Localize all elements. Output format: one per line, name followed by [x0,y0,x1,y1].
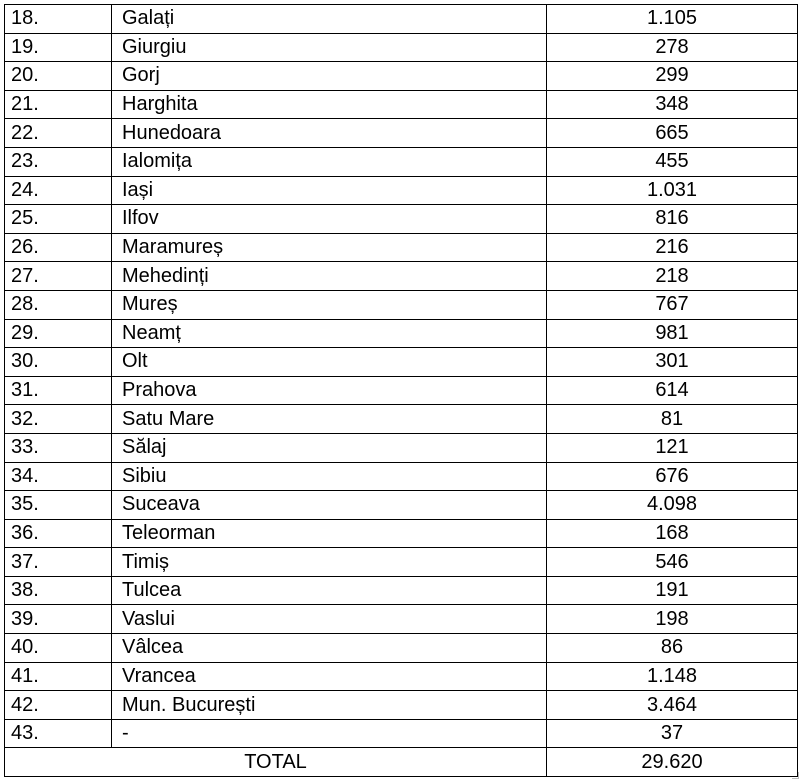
county-name-cell: Olt [112,348,547,377]
county-name-cell: Hunedoara [112,119,547,148]
county-name-cell: Mehedinți [112,262,547,291]
county-name-cell: Sălaj [112,433,547,462]
table-row [5,405,798,434]
row-number-cell: 19. [5,33,112,62]
county-name-cell: Teleorman [112,519,547,548]
row-number-cell: 20. [5,62,112,91]
table-row [5,462,798,491]
value-cell: 168 [547,519,798,548]
row-number-cell: 35. [5,491,112,520]
table-row [5,376,798,405]
table-row [5,605,798,634]
value-cell: 816 [547,205,798,234]
county-name-cell: Satu Mare [112,405,547,434]
row-number-cell: 38. [5,576,112,605]
row-number-cell: 31. [5,376,112,405]
table-row [5,5,798,34]
value-cell: 86 [547,634,798,663]
value-cell: 1.105 [547,5,798,34]
value-cell: 455 [547,147,798,176]
value-cell: 614 [547,376,798,405]
table-row [5,62,798,91]
table-row [5,719,798,748]
row-number-cell: 21. [5,90,112,119]
value-cell: 81 [547,405,798,434]
county-table [4,4,798,777]
row-number-cell: 25. [5,205,112,234]
row-number-cell: 40. [5,634,112,663]
county-name-cell: Vaslui [112,605,547,634]
value-cell: 546 [547,548,798,577]
value-cell: 676 [547,462,798,491]
county-name-cell: Sibiu [112,462,547,491]
page-corner-mark [792,772,799,779]
row-number-cell: 32. [5,405,112,434]
county-name-cell: Neamț [112,319,547,348]
table-row [5,634,798,663]
value-cell: 1.148 [547,662,798,691]
row-number-cell: 41. [5,662,112,691]
table-row [5,519,798,548]
value-cell: 278 [547,33,798,62]
row-number-cell: 37. [5,548,112,577]
table-row [5,433,798,462]
county-name-cell: Mun. București [112,691,547,720]
row-number-cell: 29. [5,319,112,348]
row-number-cell: 30. [5,348,112,377]
value-cell: 216 [547,233,798,262]
row-number-cell: 43. [5,719,112,748]
value-cell: 348 [547,90,798,119]
county-name-cell: - [112,719,547,748]
value-cell: 218 [547,262,798,291]
table-row [5,662,798,691]
table-row [5,576,798,605]
total-value-cell: 29.620 [547,748,798,777]
county-name-cell: Prahova [112,376,547,405]
county-name-cell: Galați [112,5,547,34]
table-row [5,491,798,520]
row-number-cell: 36. [5,519,112,548]
row-number-cell: 18. [5,5,112,34]
county-name-cell: Ilfov [112,205,547,234]
value-cell: 981 [547,319,798,348]
table-row [5,147,798,176]
row-number-cell: 34. [5,462,112,491]
county-name-cell: Maramureș [112,233,547,262]
table-row [5,33,798,62]
value-cell: 198 [547,605,798,634]
value-cell: 301 [547,348,798,377]
table-row [5,548,798,577]
total-label-cell: TOTAL [5,748,547,777]
row-number-cell: 23. [5,147,112,176]
row-number-cell: 27. [5,262,112,291]
value-cell: 665 [547,119,798,148]
row-number-cell: 33. [5,433,112,462]
table-row [5,176,798,205]
table-row [5,290,798,319]
row-number-cell: 26. [5,233,112,262]
row-number-cell: 39. [5,605,112,634]
value-cell: 1.031 [547,176,798,205]
table-row [5,205,798,234]
total-row [5,748,798,777]
value-cell: 3.464 [547,691,798,720]
county-name-cell: Mureș [112,290,547,319]
table-row [5,90,798,119]
row-number-cell: 42. [5,691,112,720]
row-number-cell: 28. [5,290,112,319]
value-cell: 299 [547,62,798,91]
county-name-cell: Giurgiu [112,33,547,62]
table-row [5,319,798,348]
value-cell: 4.098 [547,491,798,520]
county-name-cell: Iași [112,176,547,205]
county-name-cell: Tulcea [112,576,547,605]
value-cell: 121 [547,433,798,462]
data-table-container [4,4,798,777]
table-row [5,233,798,262]
table-row [5,262,798,291]
row-number-cell: 24. [5,176,112,205]
table-row [5,348,798,377]
county-name-cell: Ialomița [112,147,547,176]
value-cell: 191 [547,576,798,605]
county-name-cell: Harghita [112,90,547,119]
county-name-cell: Gorj [112,62,547,91]
value-cell: 767 [547,290,798,319]
county-name-cell: Suceava [112,491,547,520]
value-cell: 37 [547,719,798,748]
county-name-cell: Timiș [112,548,547,577]
table-row [5,119,798,148]
county-name-cell: Vâlcea [112,634,547,663]
table-row [5,691,798,720]
row-number-cell: 22. [5,119,112,148]
table-body [5,5,798,777]
county-name-cell: Vrancea [112,662,547,691]
